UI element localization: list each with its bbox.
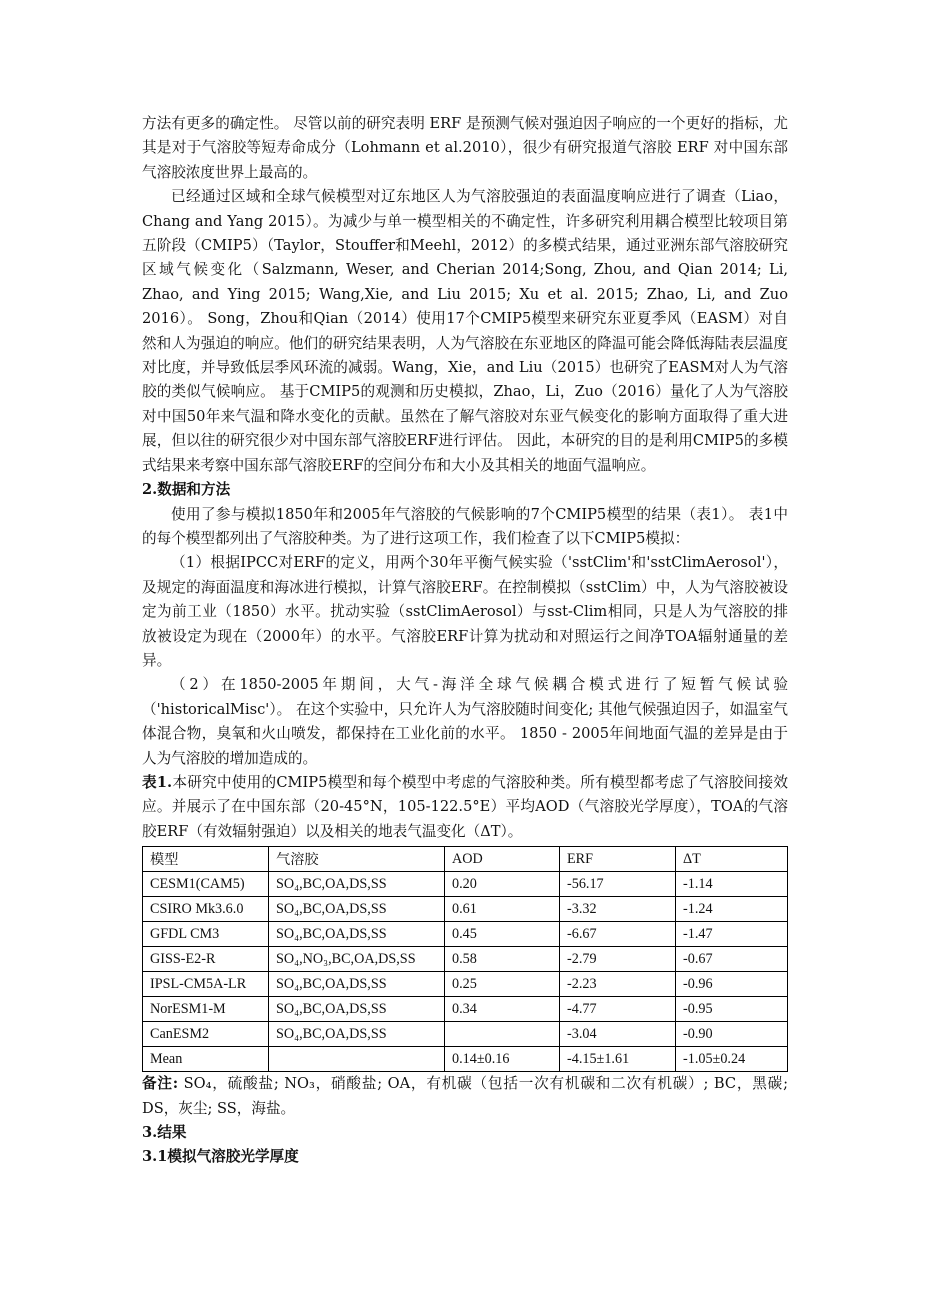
table-cell: SO₄,BC,OA,DS,SS [269, 897, 445, 922]
table-caption-label: 表1. [142, 773, 173, 791]
table-cell: GISS-E2-R [143, 947, 269, 972]
table-cell: -1.05±0.24 [676, 1047, 788, 1072]
table-row [143, 997, 788, 1022]
table-cell: NorESM1-M [143, 997, 269, 1022]
table-cell: -1.24 [676, 897, 788, 922]
table-cell: IPSL-CM5A-LR [143, 972, 269, 997]
paragraph-previous-studies: 已经通过区域和全球气候模型对辽东地区人为气溶胶强迫的表面温度响应进行了调查（Liao，Chang and Yang 2015）。为减少与单一模型相关的不确定性，许多研究利用耦合模型比较项目第五阶段（CMIP5）（Taylor，Stouffer和Meehl，2012）的多模式结果，通过亚洲东部气溶胶研究区域气候变化（Salzmann, Weser, and Cherian 2014;Song, Zhou, and Qian 2014; Li, Zhao, and Ying 2015; Wang,Xie, and Liu 2015; Xu et al. 2015; Zhao, Li, and Zuo 2016）。 Song，Zhou和Qian（2014）使用17个CMIP5模型来研究东亚夏季风（EASM）对自然和人为强迫的响应。他们的研究结果表明，人为气溶胶在东亚地区的降温可能会降低海陆表层温度对比度，并导致低层季风环流的减弱。Wang，Xie，and Liu（2015）也研究了EASM对人为气溶胶的类似气候响应。 基于CMIP5的观测和历史模拟，Zhao，Li，Zuo（2016）量化了人为气溶胶对中国50年来气温和降水变化的贡献。虽然在了解气溶胶对东亚气候变化的影响方面取得了重大进展，但以往的研究很少对中国东部气溶胶ERF进行评估。 因此，本研究的目的是利用CMIP5的多模式结果来考察中国东部气溶胶ERF的空间分布和大小及其相关的地面气温响应。 [142, 188, 788, 474]
header-cell: 模型 [143, 847, 269, 872]
table-note-text: SO₄，硫酸盐; NO₃，硝酸盐; OA，有机碳（包括一次有机碳和二次有机碳）; BC，黑碳; DS，灰尘; SS，海盐。 [142, 1075, 788, 1117]
table-cell: CanESM2 [143, 1022, 269, 1047]
table-cell: -3.04 [560, 1022, 676, 1047]
header-cell: ERF [560, 847, 676, 872]
table-cell [445, 1022, 560, 1047]
table-cell: -1.14 [676, 872, 788, 897]
table-cell: 0.45 [445, 922, 560, 947]
table-cell: Mean [143, 1047, 269, 1072]
table-cell: 0.58 [445, 947, 560, 972]
section-heading-results: 3.结果 [142, 1124, 187, 1141]
table-cell: 0.34 [445, 997, 560, 1022]
table-cell: -6.67 [560, 922, 676, 947]
table-cell: -0.90 [676, 1022, 788, 1047]
table-cell: GFDL CM3 [143, 922, 269, 947]
table-cell: -4.15±1.61 [560, 1047, 676, 1072]
table-cell: -4.77 [560, 997, 676, 1022]
table-caption [142, 771, 788, 844]
table-cell: 0.20 [445, 872, 560, 897]
table-cell: -2.23 [560, 972, 676, 997]
table-cell: 0.61 [445, 897, 560, 922]
document-page [142, 112, 788, 1170]
paragraph-models-used: 使用了参与模拟1850年和2005年气溶胶的气候影响的7个CMIP5模型的结果（表1）。 表1中的每个模型都列出了气溶胶种类。为了进行这项工作，我们检查了以下CMIP5模拟： [142, 505, 788, 547]
table-cell: CESM1(CAM5) [143, 872, 269, 897]
table-cell: SO₄,BC,OA,DS,SS [269, 922, 445, 947]
table-cell: -0.95 [676, 997, 788, 1022]
table-cell: -1.47 [676, 922, 788, 947]
table-cell: -3.32 [560, 897, 676, 922]
table-cell: SO₄,NO₃,BC,OA,DS,SS [269, 947, 445, 972]
section-heading-data-methods: 2.数据和方法 [142, 481, 231, 499]
table-row [143, 897, 788, 922]
header-cell: 气溶胶 [269, 847, 445, 872]
table-row [143, 972, 788, 997]
table-cell: SO₄,BC,OA,DS,SS [269, 1022, 445, 1047]
table-cell: SO₄,BC,OA,DS,SS [269, 997, 445, 1022]
table-cell: -0.67 [676, 947, 788, 972]
table-caption-text: 本研究中使用的CMIP5模型和每个模型中考虑的气溶胶种类。所有模型都考虑了气溶胶间接效应。并展示了在中国东部（20-45°N，105-122.5°E）平均AOD（气溶胶光学厚度），TOA的气溶胶ERF（有效辐射强迫）以及相关的地表气温变化（ΔT）。 [142, 773, 788, 840]
table-header-row [143, 847, 788, 872]
models-table [142, 846, 788, 1072]
table-note-label: 备注: [142, 1075, 179, 1093]
paragraph-experiment-2: （2）在1850-2005年期间，大气-海洋全球气候耦合模式进行了短暂气候试验（'historicalMisc'）。 在这个实验中，只允许人为气溶胶随时间变化; 其他气候强迫因子，如温室气体混合物，臭氧和火山喷发，都保持在工业化前的水平。 1850 - 2005年间地面气温的差异是由于人为气溶胶的增加造成的。 [142, 676, 788, 767]
table-cell: 0.25 [445, 972, 560, 997]
table-row [143, 872, 788, 897]
table-cell: SO₄,BC,OA,DS,SS [269, 872, 445, 897]
header-cell: AOD [445, 847, 560, 872]
table-cell: CSIRO Mk3.6.0 [143, 897, 269, 922]
table-row [143, 947, 788, 972]
header-cell: ΔT [676, 847, 788, 872]
table-cell: -2.79 [560, 947, 676, 972]
table-row-mean [143, 1047, 788, 1072]
table-cell: 0.14±0.16 [445, 1047, 560, 1072]
paragraph-intro-continued: 方法有更多的确定性。 尽管以前的研究表明 ERF 是预测气候对强迫因子响应的一个更好的指标，尤其是对于气溶胶等短寿命成分（Lohmann et al.2010），很少有研究报道气溶胶 ERF 对中国东部气溶胶浓度世界上最高的。 [142, 115, 788, 181]
table-cell: -0.96 [676, 972, 788, 997]
table-row [143, 922, 788, 947]
subsection-heading-aod: 3.1模拟气溶胶光学厚度 [142, 1148, 299, 1166]
paragraph-experiment-1: （1）根据IPCC对ERF的定义，用两个30年平衡气候实验（'sstClim'和'sstClimAerosol'），及规定的海面温度和海冰进行模拟，计算气溶胶ERF。在控制模拟（sstClim）中，人为气溶胶被设定为前工业（1850）水平。扰动实验（sstClimAerosol）与sst-Clim相同，只是人为气溶胶的排放被设定为现在（2000年）的水平。气溶胶ERF计算为扰动和对照运行之间净TOA辐射通量的差异。 [142, 554, 788, 669]
table-cell: -56.17 [560, 872, 676, 897]
table-note [142, 1072, 788, 1121]
table-cell [269, 1047, 445, 1072]
table-row [143, 1022, 788, 1047]
table-cell: SO₄,BC,OA,DS,SS [269, 972, 445, 997]
